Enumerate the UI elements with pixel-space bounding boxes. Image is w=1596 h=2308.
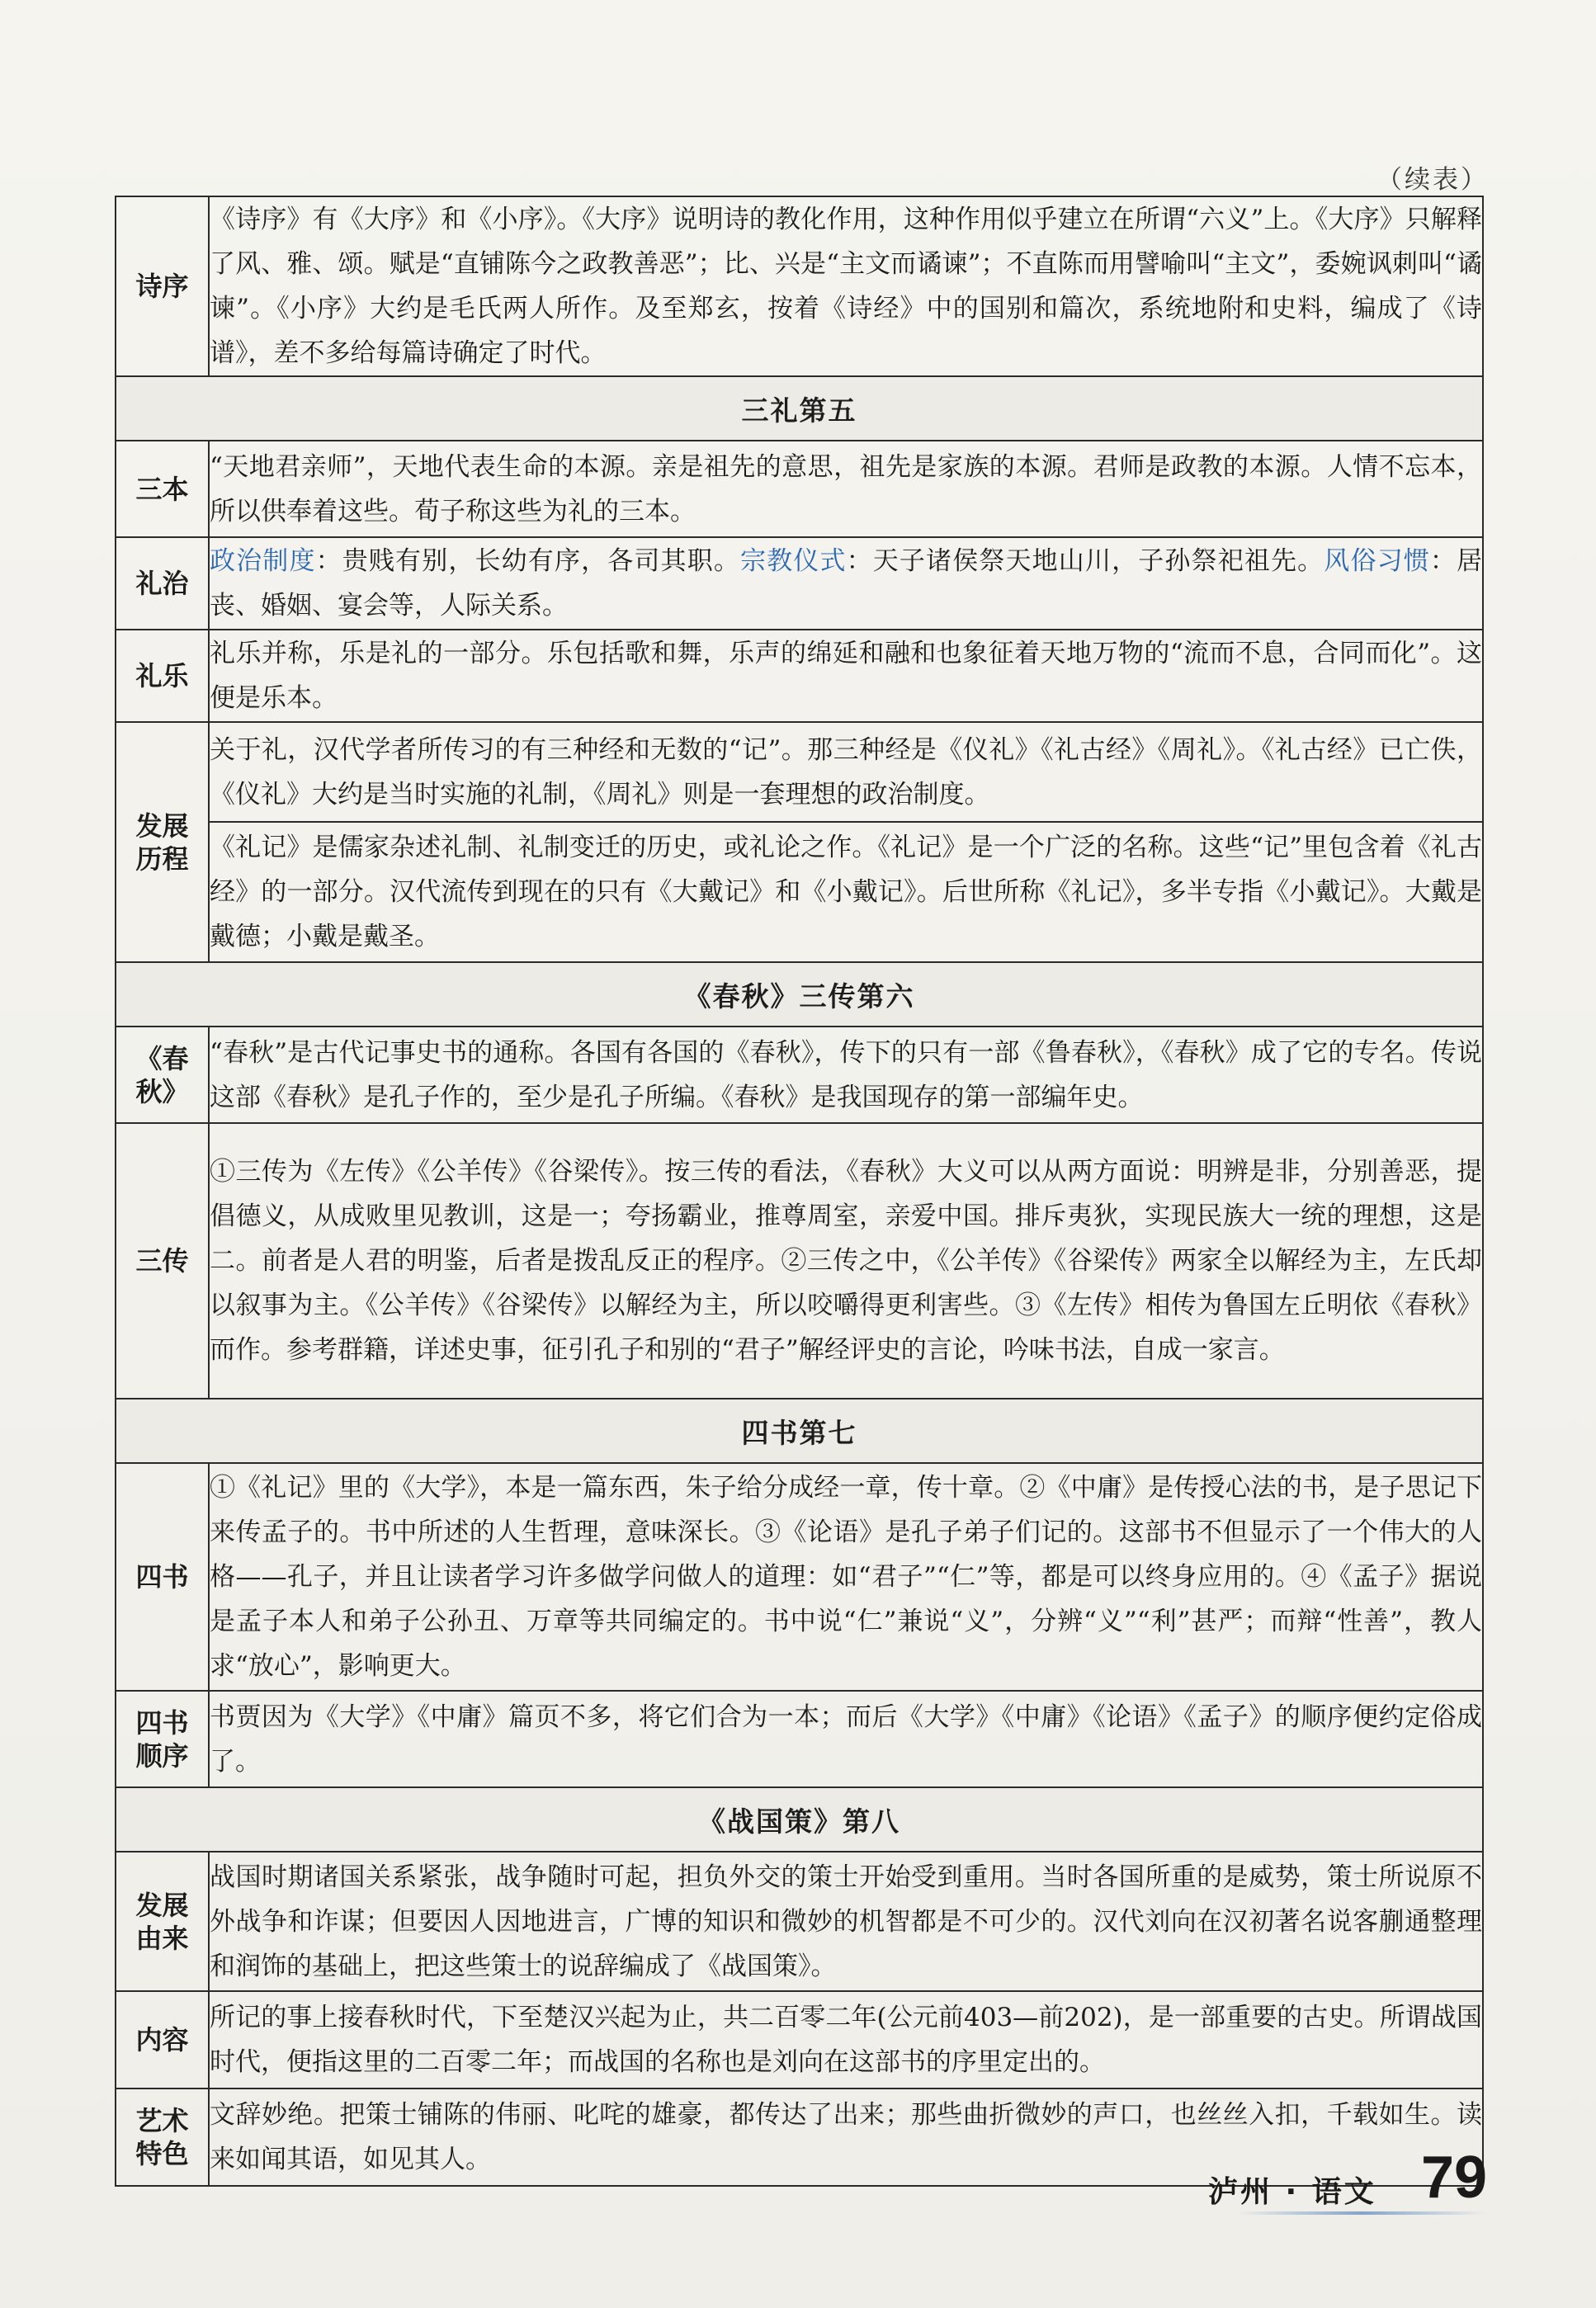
row-text-sanzhuan: ①三传为《左传》《公羊传》《谷梁传》。按三传的看法，《春秋》大义可以从两方面说：明辨是非，分别善恶，提倡德义，从成败里见教训，这是一；夸扬霸业，推尊周室，亲爱中国。排斥夷狄，实现民族大一统的理想，这是二。前者是人君的明鉴，后者是拨乱反正的程序。②三传之中，《公羊传》《谷梁传》两家全以解经为主，左氏却以叙事为主。《公羊传》《谷梁传》以解经为主，所以咬嚼得更利害些。③《左传》相传为鲁国左丘明依《春秋》而作。参考群籍，详述史事，征引孔子和别的“君子”解经评史的言论，吟味书法，自成一家言。 <box>209 1123 1483 1399</box>
section-header-chunqiu <box>116 962 1483 1027</box>
row-text-shixu: 《诗序》有《大序》和《小序》。《大序》说明诗的教化作用，这种作用似乎建立在所谓“六义”上。《大序》只解释了风、雅、颂。赋是“直铺陈今之政教善恶”；比、兴是“主文而谲谏”；不直陈而用譬喻叫“主文”，委婉讽刺叫“谲谏”。《小序》大约是毛氏两人所作。及至郑玄，按着《诗经》中的国别和篇次，系统地附和史料，编成了《诗谱》，差不多给每篇诗确定了时代。 <box>209 196 1483 376</box>
continued-note: （续表） <box>1376 165 1489 195</box>
row-sanzhuan <box>116 1123 1483 1399</box>
row-label-chunqiu: 《春 秋》 <box>116 1027 209 1123</box>
section-header-sishu <box>116 1399 1483 1463</box>
row-sanben <box>116 441 1483 537</box>
term-politics: 政治制度 <box>210 546 316 576</box>
page-number: 79 <box>1421 2145 1488 2211</box>
section-header-zhanguo <box>116 1787 1483 1852</box>
term-customs: 风俗习惯 <box>1324 546 1430 576</box>
row-text-fazhan-b: 《礼记》是儒家杂述礼制、礼制变迁的历史，或礼论之作。《礼记》是一个广泛的名称。这些“记”里包含着《礼古经》的一部分。汉代流传到现在的只有《大戴记》和《小戴记》。后世所称《礼记》，多半专指《小戴记》。大戴是戴德；小戴是戴圣。 <box>209 822 1483 962</box>
row-text-liyue: 礼乐并称，乐是礼的一部分。乐包括歌和舞，乐声的绵延和融和也象征着天地万物的“流而不息，合同而化”。这便是乐本。 <box>209 630 1483 722</box>
literature-table <box>115 196 1484 2187</box>
row-label-fazhan: 发展 历程 <box>116 722 209 962</box>
row-label-lizhi: 礼治 <box>116 537 209 630</box>
row-sishu-order <box>116 1691 1483 1787</box>
row-label-sanzhuan: 三传 <box>116 1123 209 1399</box>
row-label-youlai: 发展 由来 <box>116 1852 209 1991</box>
row-chunqiu <box>116 1027 1483 1123</box>
section-header-sanli <box>116 376 1483 441</box>
row-label-shixu: 诗序 <box>116 196 209 376</box>
section-title-sanli: 三礼第五 <box>116 376 1483 441</box>
section-title-sishu: 四书第七 <box>116 1399 1483 1463</box>
row-text-fazhan-a: 关于礼，汉代学者所传习的有三种经和无数的“记”。那三种经是《仪礼》《礼古经》《周礼》。《礼古经》已亡佚，《仪礼》大约是当时实施的礼制，《周礼》则是一套理想的政治制度。 <box>209 722 1483 822</box>
row-shixu <box>116 196 1483 376</box>
row-fazhan-a <box>116 722 1483 822</box>
row-label-sanben: 三本 <box>116 441 209 537</box>
row-text-sishu: ①《礼记》里的《大学》，本是一篇东西，朱子给分成经一章，传十章。②《中庸》是传授心法的书，是子思记下来传孟子的。书中所述的人生哲理，意味深长。③《论语》是孔子弟子们记的。这部书不但显示了一个伟大的人格——孔子，并且让读者学习许多做学问做人的道理：如“君子”“仁”等，都是可以终身应用的。④《孟子》据说是孟子本人和弟子公孙丑、万章等共同编定的。书中说“仁”兼说“义”，分辨“义”“利”甚严；而辩“性善”，教人求“放心”，影响更大。 <box>209 1463 1483 1691</box>
row-text-lizhi: 政治制度：贵贱有别，长幼有序，各司其职。宗教仪式：天子诸侯祭天地山川，子孙祭祀祖先。风俗习惯：居丧、婚姻、宴会等，人际关系。 <box>209 537 1483 630</box>
section-title-zhanguo: 《战国策》第八 <box>116 1787 1483 1852</box>
row-liyue <box>116 630 1483 722</box>
row-label-neirong: 内容 <box>116 1991 209 2089</box>
section-title-chunqiu: 《春秋》三传第六 <box>116 962 1483 1027</box>
row-text-sishu-order: 书贾因为《大学》《中庸》篇页不多，将它们合为一本；而后《大学》《中庸》《论语》《孟子》的顺序便约定俗成了。 <box>209 1691 1483 1787</box>
row-youlai <box>116 1852 1483 1991</box>
row-text-sanben: “天地君亲师”，天地代表生命的本源。亲是祖先的意思，祖先是家族的本源。君师是政教的本源。人情不忘本，所以供奉着这些。荀子称这些为礼的三本。 <box>209 441 1483 537</box>
row-text-neirong: 所记的事上接春秋时代，下至楚汉兴起为止，共二百零二年(公元前403—前202)，是一部重要的古史。所谓战国时代，便指这里的二百零二年；而战国的名称也是刘向在这部书的序里定出的。 <box>209 1991 1483 2089</box>
row-sishu <box>116 1463 1483 1691</box>
term-religion: 宗教仪式 <box>740 546 847 576</box>
row-text-youlai: 战国时期诸国关系紧张，战争随时可起，担负外交的策士开始受到重用。当时各国所重的是威势，策士所说原不外战争和诈谋；但要因人因地进言，广博的知识和微妙的机智都是不可少的。汉代刘向在汉初著名说客蒯通整理和润饰的基础上，把这些策士的说辞编成了《战国策》。 <box>209 1852 1483 1991</box>
row-lizhi <box>116 537 1483 630</box>
row-fazhan-b <box>116 822 1483 962</box>
row-label-liyue: 礼乐 <box>116 630 209 722</box>
row-label-yishu: 艺术 特色 <box>116 2089 209 2186</box>
row-text-chunqiu: “春秋”是古代记事史书的通称。各国有各国的《春秋》，传下的只有一部《鲁春秋》，《春秋》成了它的专名。传说这部《春秋》是孔子作的，至少是孔子所编。《春秋》是我国现存的第一部编年史。 <box>209 1027 1483 1123</box>
footer-decoration <box>1238 2211 1485 2215</box>
row-label-sishu: 四书 <box>116 1463 209 1691</box>
footer-subject: 泸州 · 语文 <box>1208 2175 1376 2209</box>
row-neirong <box>116 1991 1483 2089</box>
row-text-yishu: 文辞妙绝。把策士铺陈的伟丽、叱咤的雄豪，都传达了出来；那些曲折微妙的声口，也丝丝入扣，千载如生。读来如闻其语，如见其人。 <box>209 2089 1483 2186</box>
row-label-sishu-order: 四书 顺序 <box>116 1691 209 1787</box>
